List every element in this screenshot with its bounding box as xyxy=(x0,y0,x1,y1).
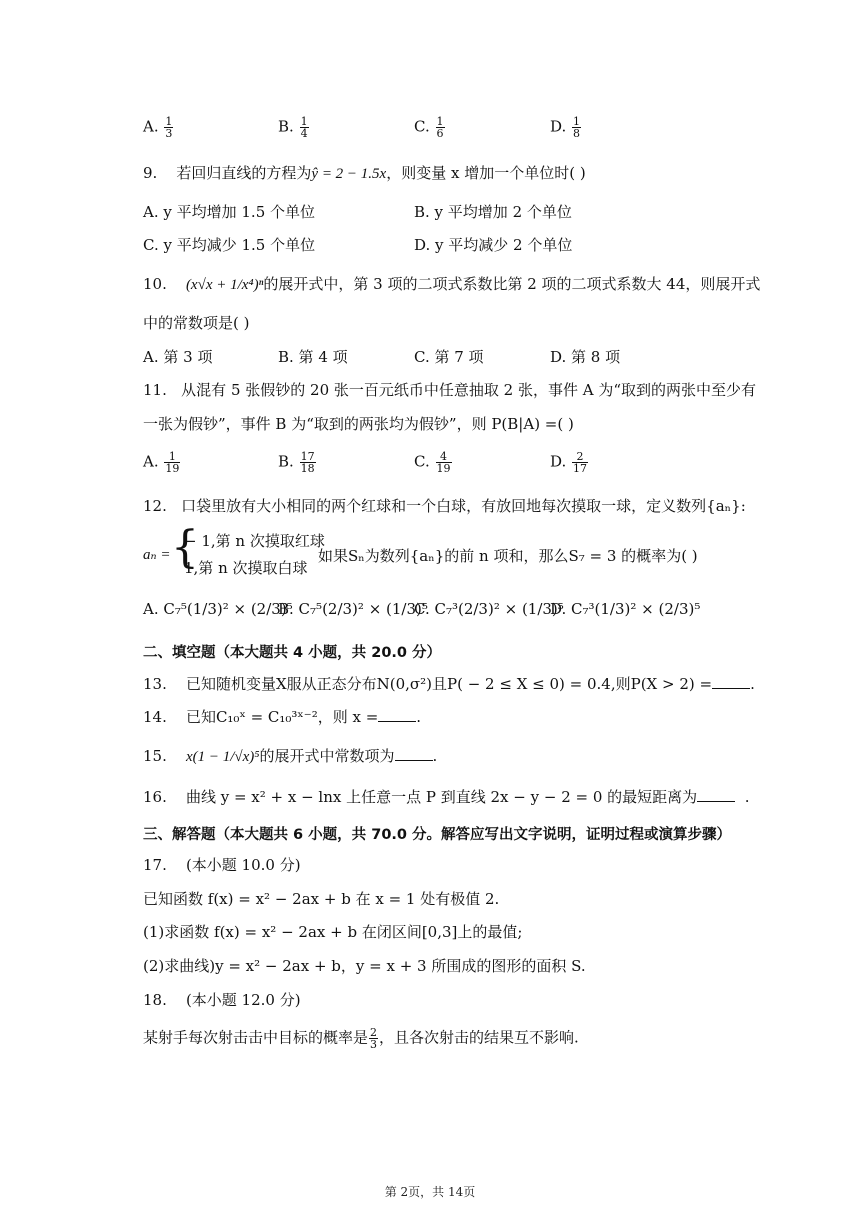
answer-blank xyxy=(697,787,735,802)
page-footer: 第 2页，共 14页 xyxy=(384,1185,476,1199)
q9-stem xyxy=(143,163,586,184)
q10-option-a: A. 第 3 项 xyxy=(143,348,213,366)
q12-stem xyxy=(143,496,746,516)
q17-line-3: (2)求曲线)y = x² − 2ax + b，y = x + 3 所围成的图形的面积 S. xyxy=(143,957,586,975)
question-number: 11. xyxy=(143,381,167,399)
q10-stem-cont: 中的常数项是( ) xyxy=(143,314,250,332)
q8-option-d xyxy=(550,116,582,139)
q16-tail: . xyxy=(744,788,750,806)
q11-option-a xyxy=(143,451,181,474)
option-label: C. xyxy=(414,452,430,471)
q12-case-1: − 1,第 n 次摸取红球 xyxy=(184,532,325,550)
q11-option-c xyxy=(414,451,453,474)
q15-text: 的展开式中常数项为 xyxy=(259,747,395,765)
q14-text: 已知C₁₀ˣ = C₁₀³ˣ⁻²，则 x = xyxy=(185,708,379,726)
q11-stem xyxy=(143,380,756,400)
q12-sequence-lhs: aₙ = xyxy=(143,547,171,563)
q10-stem-text: 的展开式中，第 3 项的二项式系数比第 2 项的二项式系数大 44，则展开式 xyxy=(263,275,761,293)
q9-option-d: D. y 平均减少 2 个单位 xyxy=(414,236,573,254)
q10-option-c: C. 第 7 项 xyxy=(414,348,484,366)
answer-blank xyxy=(712,674,750,689)
q11-option-d xyxy=(550,451,589,474)
q13-stem xyxy=(143,674,755,694)
fraction: $\frac{1}{8}$ xyxy=(573,115,581,140)
q18-header xyxy=(143,990,301,1010)
q13-tail: . xyxy=(750,675,755,693)
fraction: $\frac{4}{19}$ xyxy=(436,450,451,475)
question-number: 12. xyxy=(143,497,167,515)
q13-text: 已知随机变量X服从正态分布N(0,σ²)且P( − 2 ≤ X ≤ 0) = 0.4,则P(X > 2) = xyxy=(185,675,713,693)
q10-stem xyxy=(143,274,760,295)
q9-option-a: A. y 平均增加 1.5 个单位 xyxy=(143,203,316,221)
q10-option-d: D. 第 8 项 xyxy=(550,348,621,366)
q16-text: 曲线 y = x² + x − lnx 上任意一点 P 到直线 2x − y − 2 = 0 的最短距离为 xyxy=(185,788,698,806)
q10-option-b: B. 第 4 项 xyxy=(278,348,348,366)
q9-option-c: C. y 平均减少 1.5 个单位 xyxy=(143,236,316,254)
fraction: $\frac{17}{18}$ xyxy=(300,450,315,475)
q17-line-2: (1)求函数 f(x) = x² − 2ax + b 在闭区间[0,3]上的最值; xyxy=(143,923,523,941)
q14-tail: . xyxy=(416,708,422,726)
fraction: $\frac{1}{4}$ xyxy=(300,115,308,140)
q12-option-c: C. C₇³(2/3)² × (1/3)⁵ xyxy=(414,600,564,618)
q9-equation: ŷ = 2 − 1.5x xyxy=(311,166,387,182)
section-heading-solutions: 三、解答题（本大题共 6 小题，共 70.0 分。解答应写出文字说明，证明过程或演算步骤） xyxy=(143,827,732,843)
option-label: D. xyxy=(550,117,567,136)
option-label: C. xyxy=(414,117,430,136)
q17-score: (本小题 10.0 分) xyxy=(185,856,301,874)
q10-expression: (x√x + 1/x⁴)ⁿ xyxy=(185,277,264,293)
q8-option-c xyxy=(414,116,446,139)
option-label: A. xyxy=(143,117,159,136)
q9-stem-text-2: ，则变量 x 增加一个单位时( ) xyxy=(386,164,586,182)
q12-stem-text: 口袋里放有大小相同的两个红球和一个白球，有放回地每次摸取一球，定义数列{aₙ}: xyxy=(181,497,746,515)
q11-option-b xyxy=(278,451,317,474)
option-label: A. xyxy=(143,452,159,471)
question-number: 13. xyxy=(143,675,167,693)
q9-stem-text: 若回归直线的方程为 xyxy=(176,164,312,182)
q9-option-b: B. y 平均增加 2 个单位 xyxy=(414,203,572,221)
q17-header xyxy=(143,855,301,875)
answer-blank xyxy=(395,746,433,761)
q11-stem-text: 从混有 5 张假钞的 20 张一百元纸币中任意抽取 2 张，事件 A 为“取到的两张中至少有 xyxy=(181,381,756,399)
q18-text: 某射手每次射击击中目标的概率是 xyxy=(143,1028,369,1047)
section-heading-fill-in: 二、填空题（本大题共 4 小题，共 20.0 分） xyxy=(143,645,442,661)
q15-tail: . xyxy=(432,747,438,765)
q18-line-1 xyxy=(143,1027,579,1050)
q11-stem-cont: 一张为假钞”，事件 B 为“取到的两张均为假钞”，则 P(B|A) =( ) xyxy=(143,415,574,433)
q8-option-b xyxy=(278,116,310,139)
question-number: 14. xyxy=(143,708,167,726)
q18-text-2: ，且各次射击的结果互不影响. xyxy=(379,1028,579,1047)
fraction: $\frac{1}{19}$ xyxy=(165,450,180,475)
fraction: $\frac{2}{17}$ xyxy=(573,450,588,475)
option-label: B. xyxy=(278,452,294,471)
q12-option-b: B. C₇⁵(2/3)² × (1/3)⁵ xyxy=(278,600,428,618)
q15-expression: x(1 − 1/√x)⁵ xyxy=(185,749,260,765)
q17-line-1: 已知函数 f(x) = x² − 2ax + b 在 x = 1 处有极值 2. xyxy=(143,890,500,908)
q16-stem xyxy=(143,787,749,807)
fraction: $\frac{2}{3}$ xyxy=(370,1026,378,1051)
q12-case-2: 1,第 n 次摸取白球 xyxy=(184,559,308,577)
q8-option-a xyxy=(143,116,174,139)
question-number: 9. xyxy=(143,164,158,182)
q15-stem xyxy=(143,746,437,767)
q18-score: (本小题 12.0 分) xyxy=(185,991,301,1009)
q12-option-a: A. C₇⁵(1/3)² × (2/3)⁵ xyxy=(143,600,293,618)
fraction: $\frac{1}{3}$ xyxy=(165,115,173,140)
question-number: 17. xyxy=(143,856,167,874)
left-brace-icon: { xyxy=(171,522,199,573)
option-label: B. xyxy=(278,117,294,136)
fraction: $\frac{1}{6}$ xyxy=(436,115,444,140)
question-number: 10. xyxy=(143,275,167,293)
option-label: D. xyxy=(550,452,567,471)
question-number: 18. xyxy=(143,991,167,1009)
q14-stem xyxy=(143,707,421,727)
question-number: 16. xyxy=(143,788,167,806)
q12-stem-cont: 如果Sₙ为数列{aₙ}的前 n 项和，那么S₇ = 3 的概率为( ) xyxy=(318,547,698,565)
q12-option-d: D. C₇³(1/3)² × (2/3)⁵ xyxy=(550,600,701,618)
answer-blank xyxy=(378,707,416,722)
question-number: 15. xyxy=(143,747,167,765)
